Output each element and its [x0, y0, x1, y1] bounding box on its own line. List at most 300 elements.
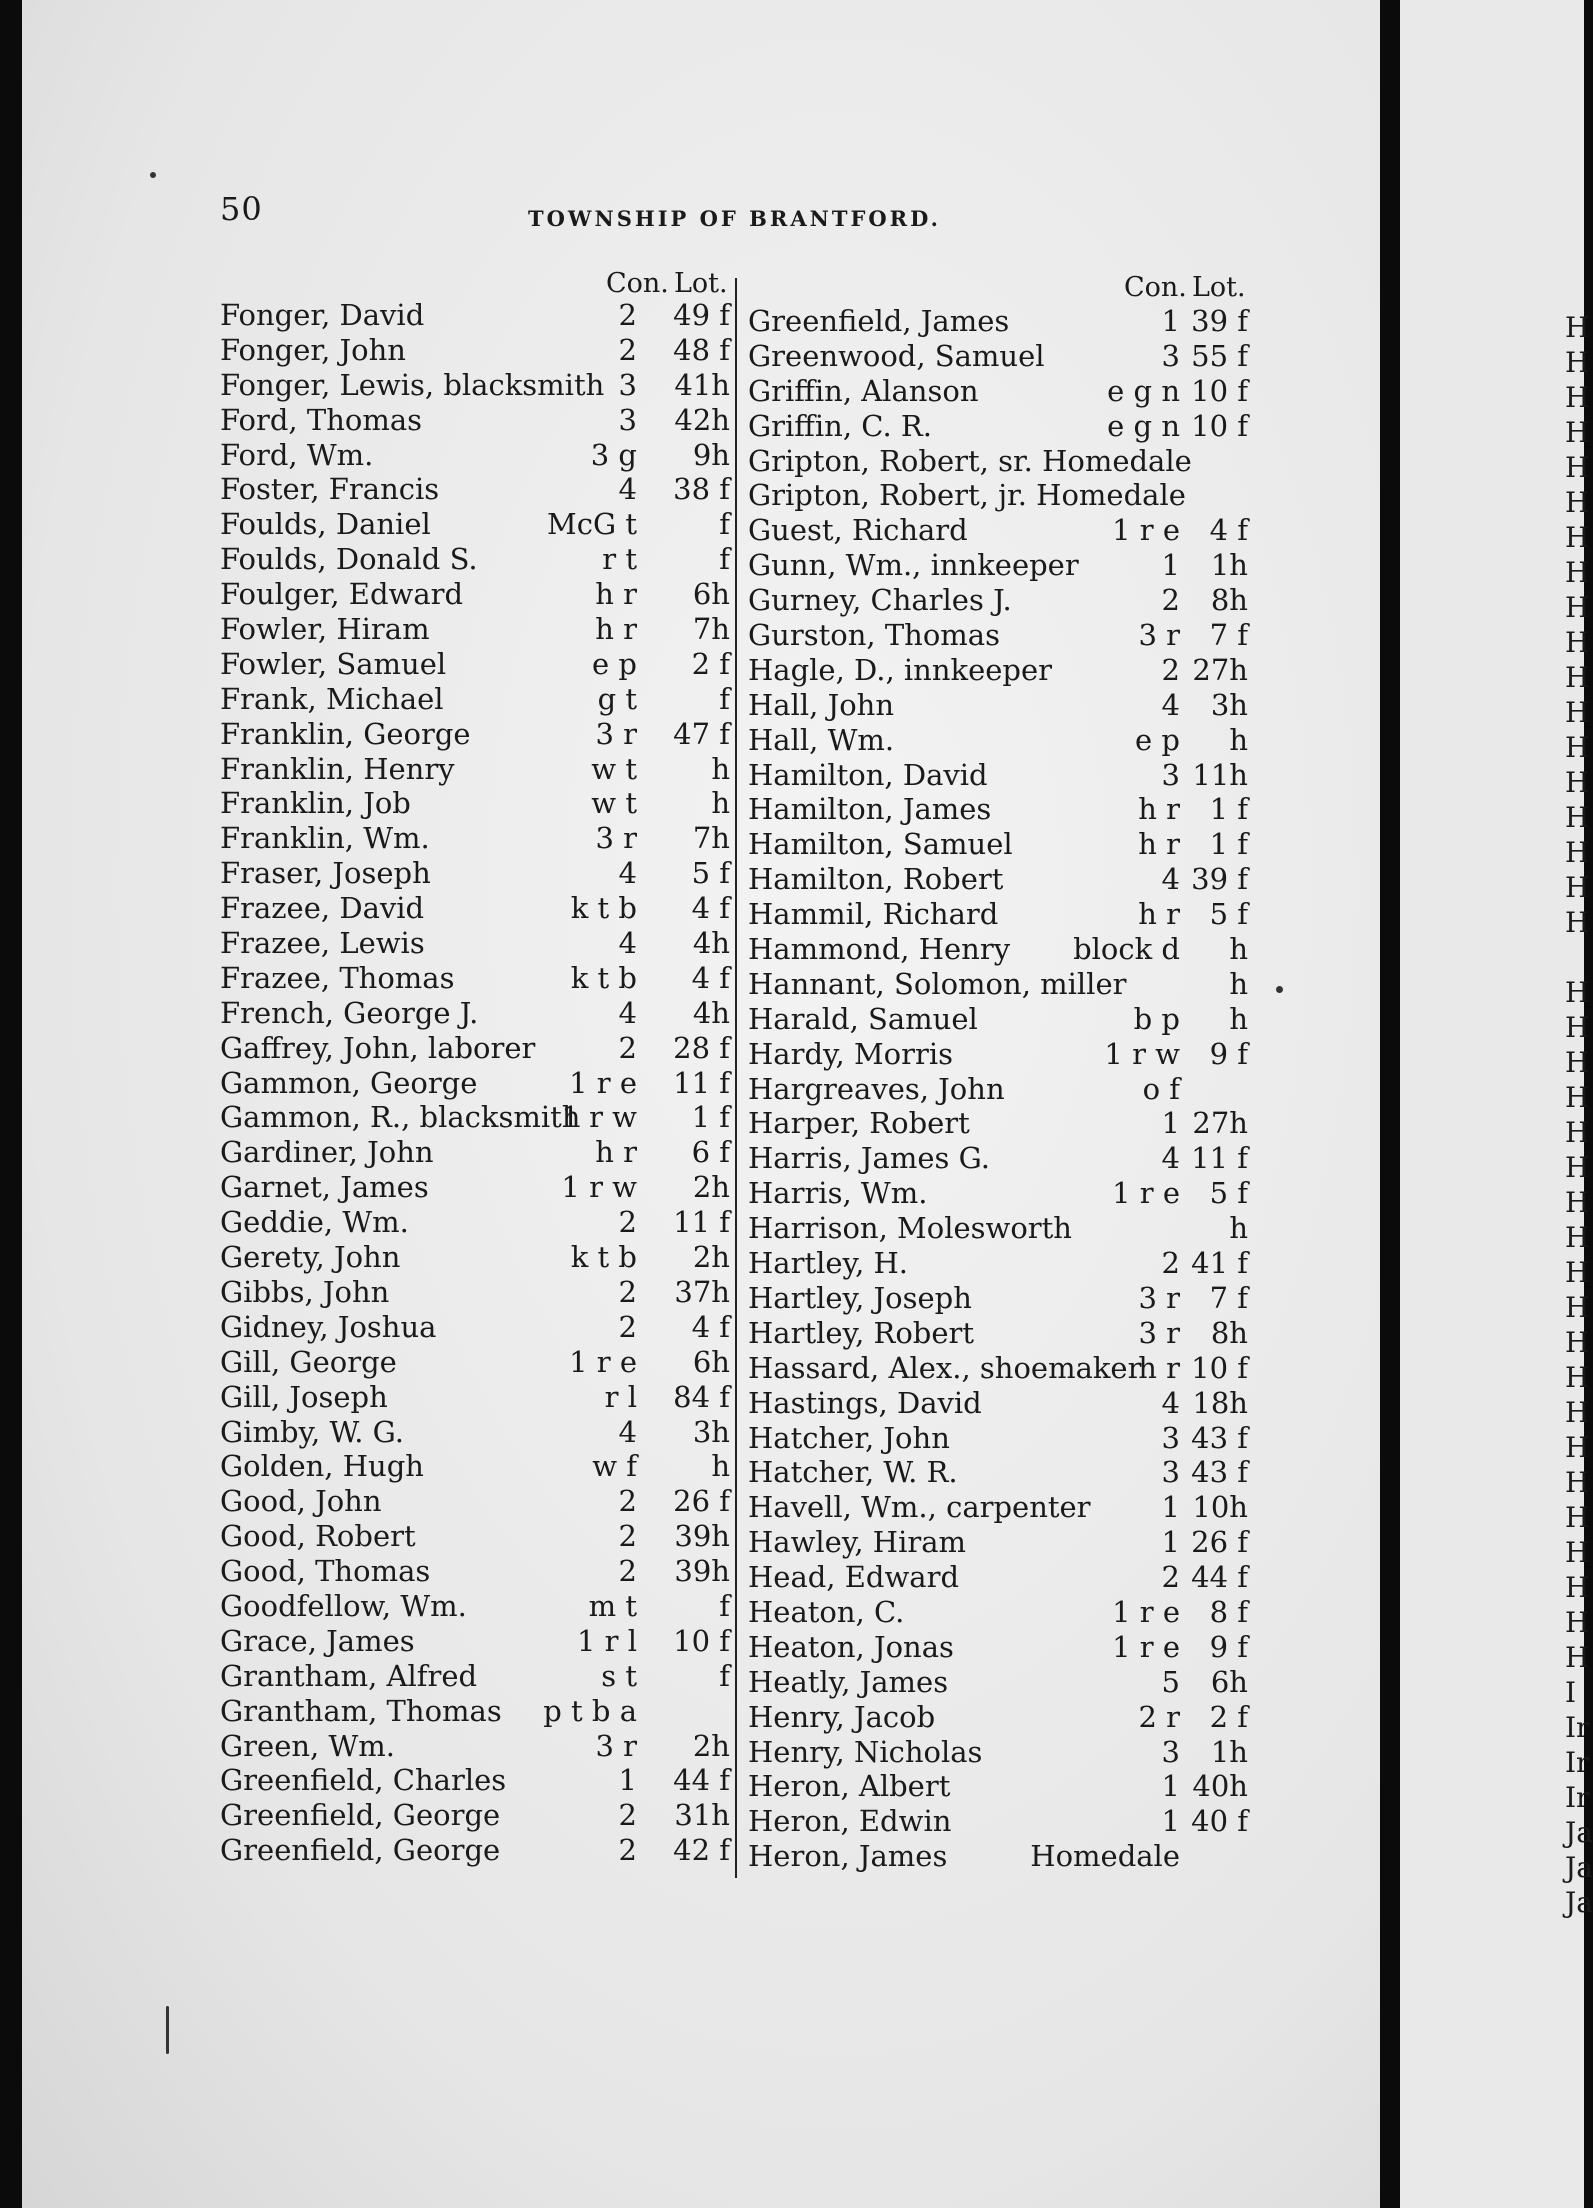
entry-name: Greenwood, Samuel — [748, 338, 1045, 373]
entry-lot: 8h — [1210, 1315, 1248, 1350]
directory-entry — [220, 1135, 730, 1170]
entry-concession: 1 r e — [1112, 513, 1180, 548]
entry-lot: 11 f — [1191, 1141, 1248, 1176]
facing-fragment: H — [1565, 486, 1590, 519]
entry-name: Franklin, Henry — [220, 751, 455, 786]
entry-lot: 27h — [1192, 652, 1248, 687]
facing-fragment: H — [1565, 1361, 1590, 1394]
facing-fragment: H — [1565, 1396, 1590, 1429]
facing-fragment: H — [1565, 1116, 1590, 1149]
facing-fragment — [1565, 940, 1584, 975]
facing-fragment: H — [1565, 1011, 1590, 1044]
entry-concession: 3 g — [590, 437, 637, 472]
entry-lot: 41 f — [1191, 1246, 1248, 1281]
directory-entry — [748, 444, 1248, 479]
entry-concession: 1 r e — [569, 1065, 637, 1100]
entry-name: Hartley, H. — [748, 1246, 909, 1281]
entry-lot: 10 f — [1191, 408, 1248, 443]
directory-entry — [220, 403, 730, 438]
entry-concession: r l — [604, 1379, 637, 1414]
entry-lot: 55 f — [1191, 338, 1248, 373]
facing-fragment: Ja — [1565, 1886, 1593, 1919]
entry-lot: 31h — [674, 1798, 730, 1833]
directory-entry — [748, 1769, 1248, 1804]
entry-name: Gibbs, John — [220, 1274, 390, 1309]
entry-concession: 1 — [1161, 548, 1180, 583]
directory-entry — [220, 577, 730, 612]
directory-entry — [748, 1455, 1248, 1490]
directory-entry — [748, 1351, 1248, 1386]
directory-entry — [220, 298, 730, 333]
directory-entry — [220, 1275, 730, 1310]
entry-concession: h r — [1138, 1350, 1180, 1385]
entry-concession: w t — [591, 751, 637, 786]
entry-concession: Homedale — [1030, 1839, 1180, 1874]
entry-concession: 3 r — [1138, 1315, 1180, 1350]
entry-name: Gill, Joseph — [220, 1379, 388, 1414]
entry-concession: s t — [601, 1658, 637, 1693]
entry-lot: 6h — [692, 1344, 730, 1379]
directory-entry — [220, 1763, 730, 1798]
left-con-header: Con. — [606, 268, 669, 299]
entry-lot: 4 f — [691, 960, 730, 995]
facing-fragment: H — [1565, 661, 1590, 694]
facing-fragment: H — [1565, 1186, 1590, 1219]
entry-concession: 4 — [1161, 1385, 1180, 1420]
entry-lot: 84 f — [673, 1379, 730, 1414]
directory-entry — [748, 1141, 1248, 1176]
facing-fragment: H — [1565, 1221, 1590, 1254]
entry-lot: 48 f — [673, 332, 730, 367]
entry-name: Gurney, Charles J. — [748, 583, 1012, 618]
entry-lot: 10h — [1192, 1490, 1248, 1525]
facing-fragment: I — [1565, 1676, 1577, 1709]
directory-entry — [220, 647, 730, 682]
facing-fragment: H — [1565, 1571, 1590, 1604]
entry-lot: 4 f — [1209, 513, 1248, 548]
directory-entry — [748, 1735, 1248, 1770]
directory-entry — [748, 688, 1248, 723]
facing-fragment: H — [1565, 451, 1590, 484]
entry-name: French, George J. — [220, 995, 479, 1030]
entry-concession: 3 r — [595, 1728, 637, 1763]
directory-entry — [220, 891, 730, 926]
right-column-list — [748, 304, 1248, 1874]
entry-lot: 7h — [692, 821, 730, 856]
entry-lot: 3h — [692, 1414, 730, 1449]
entry-lot: 5 f — [691, 856, 730, 891]
entry-lot: 6h — [692, 577, 730, 612]
entry-concession: 2 — [1161, 652, 1180, 687]
entry-name: Hastings, David — [748, 1385, 982, 1420]
entry-lot: 39 f — [1191, 304, 1248, 338]
entry-concession: 1 — [618, 1763, 637, 1798]
entry-concession: 4 — [618, 472, 637, 507]
directory-entry — [220, 1659, 730, 1694]
directory-entry — [220, 438, 730, 473]
entry-concession: o f — [1142, 1071, 1180, 1106]
entry-lot: 26 f — [673, 1484, 730, 1519]
entry-lot: 3h — [1210, 687, 1248, 722]
entry-lot: 38 f — [673, 472, 730, 507]
facing-fragment: H — [1565, 871, 1590, 904]
entry-concession: 2 — [618, 1274, 637, 1309]
entry-concession: 2 — [618, 1030, 637, 1065]
entry-concession: 4 — [1161, 1141, 1180, 1176]
entry-concession: 4 — [1161, 687, 1180, 722]
facing-page-fragments — [1565, 310, 1593, 1920]
entry-name: Franklin, Wm. — [220, 821, 430, 856]
directory-entry — [220, 1449, 730, 1484]
entry-concession: 3 — [1161, 1455, 1180, 1490]
entry-concession: 4 — [618, 1414, 637, 1449]
directory-entry — [220, 786, 730, 821]
entry-name: Gaffrey, John, laborer — [220, 1030, 536, 1065]
entry-name: Harper, Robert — [748, 1106, 970, 1141]
entry-name: Hamilton, David — [748, 757, 988, 792]
entry-concession: 2 — [618, 332, 637, 367]
directory-entry — [748, 339, 1248, 374]
directory-entry — [748, 618, 1248, 653]
entry-name: Goodfellow, Wm. — [220, 1588, 467, 1623]
directory-entry — [748, 1176, 1248, 1211]
directory-entry — [220, 926, 730, 961]
directory-entry — [220, 682, 730, 717]
directory-entry — [748, 758, 1248, 793]
entry-name: Fonger, John — [220, 332, 406, 367]
entry-name: Greenfield, Charles — [220, 1763, 507, 1798]
directory-entry — [748, 478, 1248, 513]
facing-fragment: H — [1565, 346, 1590, 379]
entry-lot: 41h — [674, 367, 730, 402]
directory-entry — [220, 1100, 730, 1135]
entry-lot: 7 f — [1209, 1280, 1248, 1315]
entry-concession: 1 r e — [1112, 1594, 1180, 1629]
column-divider — [735, 278, 737, 1878]
entry-name: Gammon, George — [220, 1065, 478, 1100]
directory-entry — [220, 1589, 730, 1624]
entry-name: Frank, Michael — [220, 681, 444, 716]
directory-entry — [220, 1624, 730, 1659]
entry-name: Gripton, Robert, sr. Homedale — [748, 443, 1192, 478]
entry-concession: 1 — [1161, 1804, 1180, 1839]
directory-entry — [748, 723, 1248, 758]
directory-entry — [220, 1415, 730, 1450]
facing-fragment: H — [1565, 976, 1590, 1009]
directory-entry — [748, 1630, 1248, 1665]
entry-concession: 4 — [618, 926, 637, 961]
entry-concession: 2 — [1161, 1560, 1180, 1595]
entry-lot: 8h — [1210, 583, 1248, 618]
entry-concession: k t b — [570, 1240, 637, 1275]
facing-fragment: Ir — [1565, 1781, 1590, 1814]
entry-lot: 27h — [1192, 1106, 1248, 1141]
entry-lot: h — [711, 1449, 730, 1484]
entry-name: Guest, Richard — [748, 513, 968, 548]
directory-entry — [220, 1798, 730, 1833]
entry-name: Gimby, W. G. — [220, 1414, 404, 1449]
entry-concession: 1 — [1161, 1490, 1180, 1525]
entry-name: Gurston, Thomas — [748, 618, 1000, 653]
directory-entry — [748, 1246, 1248, 1281]
entry-lot: 2 f — [1209, 1699, 1248, 1734]
entry-lot: 37h — [674, 1274, 730, 1309]
entry-concession: e p — [1135, 722, 1180, 757]
entry-name: Hall, John — [748, 687, 895, 722]
entry-concession: 1 r l — [576, 1623, 637, 1658]
entry-name: Grace, James — [220, 1623, 415, 1658]
entry-concession: k t b — [570, 891, 637, 926]
directory-entry — [748, 1106, 1248, 1141]
entry-lot: 5 f — [1209, 897, 1248, 932]
entry-name: Frazee, David — [220, 891, 425, 926]
entry-name: Garnet, James — [220, 1170, 429, 1205]
facing-fragment: H — [1565, 1326, 1590, 1359]
entry-concession: e g n — [1107, 408, 1180, 443]
entry-name: Franklin, Job — [220, 786, 411, 821]
directory-entry — [220, 507, 730, 542]
entry-name: Griffin, C. R. — [748, 408, 932, 443]
entry-lot: f — [719, 542, 730, 577]
entry-lot: h — [711, 786, 730, 821]
entry-name: Harald, Samuel — [748, 1001, 978, 1036]
directory-entry — [748, 1595, 1248, 1630]
entry-concession: 1 r w — [1104, 1036, 1180, 1071]
directory-entry — [748, 1421, 1248, 1456]
entry-lot: 6 f — [691, 1135, 730, 1170]
entry-name: Heron, James — [748, 1839, 948, 1874]
entry-lot: 47 f — [673, 716, 730, 751]
directory-entry — [748, 1560, 1248, 1595]
entry-lot: 1 f — [1209, 827, 1248, 862]
entry-lot: 1h — [1210, 548, 1248, 583]
entry-concession: 1 r w — [561, 1170, 637, 1205]
directory-entry — [220, 368, 730, 403]
entry-lot: 42h — [674, 402, 730, 437]
entry-concession: k t b — [570, 960, 637, 995]
directory-entry — [748, 1490, 1248, 1525]
entry-name: Frazee, Thomas — [220, 960, 455, 995]
entry-name: Foster, Francis — [220, 472, 440, 507]
entry-name: Hammil, Richard — [748, 897, 999, 932]
facing-fragment: H — [1565, 416, 1590, 449]
entry-name: Foulger, Edward — [220, 577, 464, 612]
directory-entry — [220, 1380, 730, 1415]
entry-name: Ford, Thomas — [220, 402, 423, 437]
entry-lot: h — [1229, 1211, 1248, 1246]
entry-concession: 2 — [618, 1554, 637, 1589]
entry-name: Hamilton, Samuel — [748, 827, 1013, 862]
entry-concession: 3 — [618, 367, 637, 402]
entry-concession: 1 r e — [569, 1344, 637, 1379]
entry-lot: 39h — [674, 1519, 730, 1554]
entry-concession: 2 — [618, 1798, 637, 1833]
facing-fragment: Ja — [1565, 1816, 1593, 1849]
entry-concession: 3 — [1161, 338, 1180, 373]
facing-fragment: H — [1565, 591, 1590, 624]
facing-fragment: H — [1565, 731, 1590, 764]
directory-entry — [748, 1386, 1248, 1421]
entry-name: Hawley, Hiram — [748, 1525, 967, 1560]
entry-concession: 2 — [618, 298, 637, 332]
facing-fragment: Ir — [1565, 1711, 1590, 1744]
directory-entry — [220, 1170, 730, 1205]
entry-lot: 43 f — [1191, 1420, 1248, 1455]
entry-lot: 4h — [692, 926, 730, 961]
entry-name: Good, Robert — [220, 1519, 416, 1554]
directory-entry — [748, 1037, 1248, 1072]
directory-entry — [748, 513, 1248, 548]
facing-fragment: H — [1565, 381, 1590, 414]
entry-concession: 1 r e — [1112, 1176, 1180, 1211]
entry-concession: 3 r — [1138, 618, 1180, 653]
facing-fragment: H — [1565, 1501, 1590, 1534]
entry-lot: 10 f — [1191, 1350, 1248, 1385]
directory-entry — [748, 1700, 1248, 1735]
entry-lot: h — [1229, 1001, 1248, 1036]
facing-fragment: H — [1565, 801, 1590, 834]
entry-concession: p t b a — [543, 1693, 637, 1728]
entry-lot: 9h — [692, 437, 730, 472]
entry-name: Gripton, Robert, jr. Homedale — [748, 478, 1186, 513]
directory-entry — [220, 752, 730, 787]
entry-concession: 1 r w — [561, 1100, 637, 1135]
directory-entry — [748, 967, 1248, 1002]
entry-lot: 42 f — [673, 1833, 730, 1868]
entry-concession: r t — [602, 542, 637, 577]
facing-fragment: H — [1565, 1291, 1590, 1324]
entry-concession: h r — [1138, 792, 1180, 827]
entry-name: Frazee, Lewis — [220, 926, 425, 961]
entry-name: Golden, Hugh — [220, 1449, 424, 1484]
directory-entry — [220, 1205, 730, 1240]
entry-lot: 2h — [692, 1728, 730, 1763]
entry-lot: h — [1229, 932, 1248, 967]
entry-name: Fonger, Lewis, blacksmith — [220, 367, 605, 402]
directory-entry — [748, 1804, 1248, 1839]
directory-entry — [748, 583, 1248, 618]
entry-name: Hamilton, Robert — [748, 862, 1004, 897]
entry-concession: 2 — [1161, 1246, 1180, 1281]
entry-concession: e g n — [1107, 373, 1180, 408]
directory-entry — [748, 897, 1248, 932]
facing-fragment: H — [1565, 1151, 1590, 1184]
entry-concession: e p — [592, 646, 637, 681]
entry-name: Hannant, Solomon, miller — [748, 966, 1127, 1001]
directory-entry — [220, 1031, 730, 1066]
facing-fragment: H — [1565, 521, 1590, 554]
entry-name: Hartley, Robert — [748, 1315, 975, 1350]
entry-name: Greenfield, George — [220, 1833, 501, 1868]
directory-entry — [220, 472, 730, 507]
entry-name: Grantham, Alfred — [220, 1658, 478, 1693]
entry-concession: h r — [1138, 897, 1180, 932]
entry-lot: 11 f — [673, 1065, 730, 1100]
entry-name: Gidney, Joshua — [220, 1309, 437, 1344]
entry-concession: 1 — [1161, 1769, 1180, 1804]
entry-name: Hall, Wm. — [748, 722, 895, 757]
entry-name: Hassard, Alex., shoemaker — [748, 1350, 1142, 1385]
directory-entry — [748, 1316, 1248, 1351]
entry-concession: block d — [1073, 932, 1180, 967]
directory-entry — [748, 548, 1248, 583]
entry-name: Fowler, Hiram — [220, 612, 430, 647]
entry-concession: w t — [591, 786, 637, 821]
entry-lot: 28 f — [673, 1030, 730, 1065]
entry-name: Fraser, Joseph — [220, 856, 431, 891]
entry-lot: 4h — [692, 995, 730, 1030]
entry-name: Geddie, Wm. — [220, 1205, 409, 1240]
directory-entry — [748, 1665, 1248, 1700]
facing-fragment: Ir — [1565, 1746, 1590, 1779]
entry-concession: 5 — [1161, 1664, 1180, 1699]
entry-concession: 2 — [618, 1833, 637, 1868]
entry-concession: b p — [1133, 1001, 1180, 1036]
facing-fragment: Ja — [1565, 1851, 1593, 1884]
entry-name: Hammond, Henry — [748, 932, 1011, 967]
entry-lot: 2h — [692, 1170, 730, 1205]
left-column-list — [220, 298, 730, 1868]
facing-fragment: H — [1565, 1536, 1590, 1569]
entry-name: Havell, Wm., carpenter — [748, 1490, 1091, 1525]
directory-entry — [748, 304, 1248, 339]
directory-entry — [220, 612, 730, 647]
right-con-header: Con. — [1124, 272, 1187, 303]
entry-lot: 39h — [674, 1554, 730, 1589]
entry-lot: f — [719, 681, 730, 716]
entry-lot: 43 f — [1191, 1455, 1248, 1490]
facing-page-edge — [1400, 0, 1593, 2208]
entry-lot: 6h — [1210, 1664, 1248, 1699]
entry-lot: h — [711, 751, 730, 786]
directory-entry — [220, 1345, 730, 1380]
page-number: 50 — [220, 190, 263, 228]
entry-name: Harrison, Molesworth — [748, 1211, 1072, 1246]
directory-entry — [748, 792, 1248, 827]
facing-fragment: H — [1565, 1081, 1590, 1114]
entry-name: Hatcher, W. R. — [748, 1455, 958, 1490]
entry-name: Foulds, Donald S. — [220, 542, 478, 577]
entry-lot: 4 f — [691, 1309, 730, 1344]
directory-entry — [220, 1519, 730, 1554]
facing-fragment: H — [1565, 696, 1590, 729]
entry-name: Henry, Nicholas — [748, 1734, 983, 1769]
entry-lot: 5 f — [1209, 1176, 1248, 1211]
directory-entry — [220, 1729, 730, 1764]
entry-name: Good, John — [220, 1484, 382, 1519]
entry-name: Gammon, R., blacksmith — [220, 1100, 581, 1135]
directory-entry — [748, 1525, 1248, 1560]
entry-concession: 2 — [618, 1205, 637, 1240]
facing-fragment: H — [1565, 1431, 1590, 1464]
entry-lot: 9 f — [1209, 1036, 1248, 1071]
entry-name: Gunn, Wm., innkeeper — [748, 548, 1079, 583]
entry-name: Hartley, Joseph — [748, 1280, 972, 1315]
facing-fragment: H — [1565, 1606, 1590, 1639]
entry-concession: h r — [595, 577, 637, 612]
facing-fragment: H — [1565, 766, 1590, 799]
directory-entry — [220, 1833, 730, 1868]
entry-concession: 2 — [1161, 583, 1180, 618]
entry-lot: 9 f — [1209, 1629, 1248, 1664]
entry-concession: g t — [597, 681, 637, 716]
entry-lot: f — [719, 1658, 730, 1693]
entry-lot: 49 f — [673, 298, 730, 332]
facing-fragment: H — [1565, 626, 1590, 659]
entry-lot: 10 f — [1191, 373, 1248, 408]
directory-entry — [220, 856, 730, 891]
entry-concession: 3 — [1161, 1420, 1180, 1455]
